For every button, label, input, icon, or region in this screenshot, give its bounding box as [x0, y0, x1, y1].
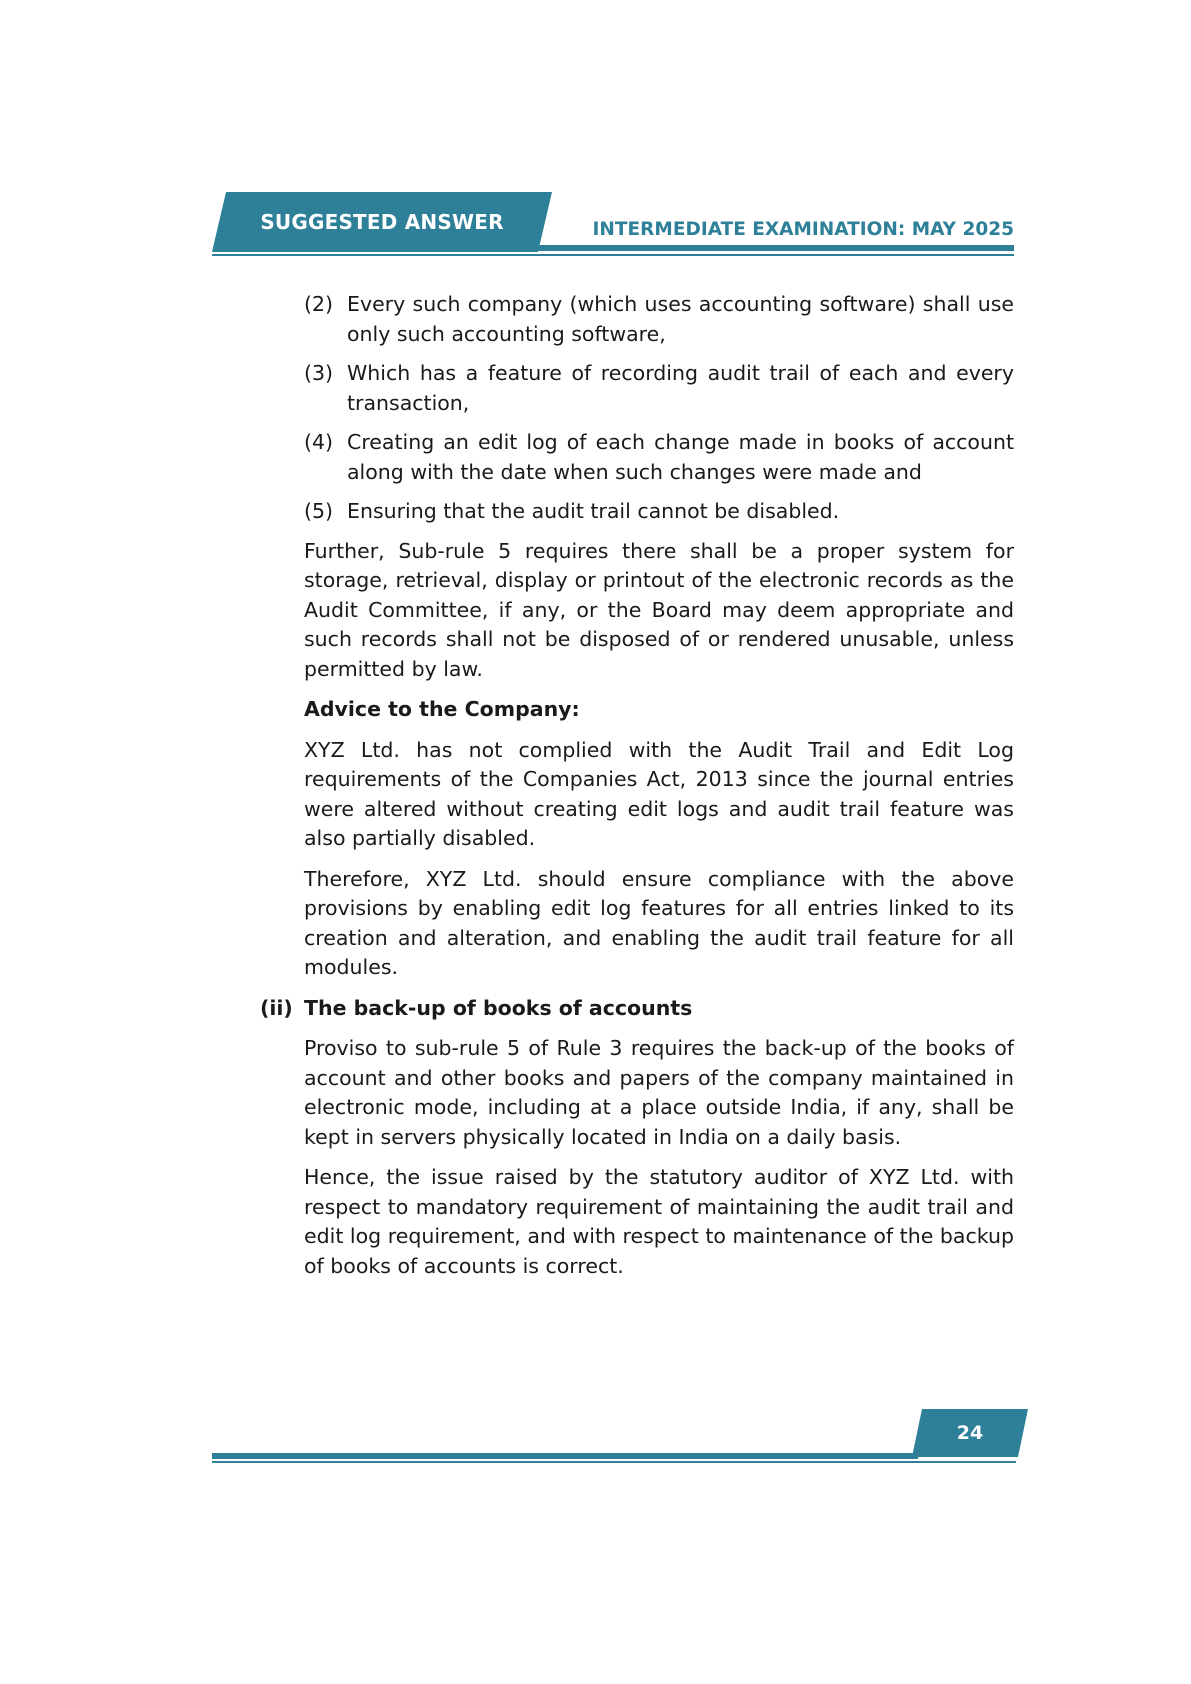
- section-number: (ii): [260, 995, 293, 1020]
- paragraph-storage-system: Further, Sub-rule 5 requires there shall be a proper system for storage, retrieval, display or printout of the electronic records as the Audit Committee, if any, or the Board may deem appropriate and such records shall not be disposed of or rendered unusable, unless permitted by law.: [304, 538, 1014, 681]
- list-item-number: (3): [304, 361, 334, 385]
- header-rule-thin: [212, 254, 1014, 256]
- paragraph-backup-proviso: Proviso to sub-rule 5 of Rule 3 requires the back-up of the books of account and other books and papers of the company maintained in electronic mode, including at a place outside India, if any, shall be kept in servers physically located in India on a daily basis.: [304, 1036, 1014, 1149]
- paragraph-recommendation: Therefore, XYZ Ltd. should ensure compliance with the above provisions by enabling edit log features for all entries linked to its creation and alteration, and enabling the audit trail feature for all modules.: [304, 866, 1014, 979]
- list-item-number: (2): [304, 292, 334, 316]
- document-body: [260, 290, 1014, 1292]
- page-number: 24: [956, 1422, 984, 1444]
- paragraph-conclusion: Hence, the issue raised by the statutory auditor of XYZ Ltd. with respect to mandatory requirement of maintaining the audit trail and edit log requirement, and with respect to maintenance of the backup of books of accounts is correct.: [304, 1165, 1014, 1278]
- paragraph-non-compliance: XYZ Ltd. has not complied with the Audit Trail and Edit Log requirements of the Companies Act, 2013 since the journal entries were altered without creating edit logs and audit trail feature was also partially disabled.: [304, 737, 1014, 850]
- list-item-text: Ensuring that the audit trail cannot be disabled.: [347, 499, 840, 523]
- list-item: [304, 359, 1014, 418]
- list-item: [304, 428, 1014, 487]
- section-backup: [260, 994, 1014, 1282]
- footer-rule-thin: [212, 1461, 1016, 1463]
- exam-title: INTERMEDIATE EXAMINATION: MAY 2025: [592, 219, 1014, 240]
- list-item-text: Which has a feature of recording audit trail of each and every transaction,: [347, 361, 1014, 415]
- advice-heading: Advice to the Company:: [304, 697, 580, 721]
- list-item-text: Every such company (which uses accounting software) shall use only such accounting software,: [347, 292, 1014, 346]
- header-tab-label: SUGGESTED ANSWER: [260, 210, 504, 234]
- footer-rule-thick: [212, 1453, 918, 1459]
- list-item-number: (4): [304, 430, 334, 454]
- section-title: The back-up of books of accounts: [304, 995, 693, 1020]
- list-item: [304, 290, 1014, 349]
- list-item: [304, 497, 1014, 527]
- list-item-number: (5): [304, 499, 334, 523]
- section-heading: [260, 994, 1014, 1024]
- header-rule-thick: [536, 245, 1014, 251]
- list-item-text: Creating an edit log of each change made in books of account along with the date when such changes were made and: [347, 430, 1014, 484]
